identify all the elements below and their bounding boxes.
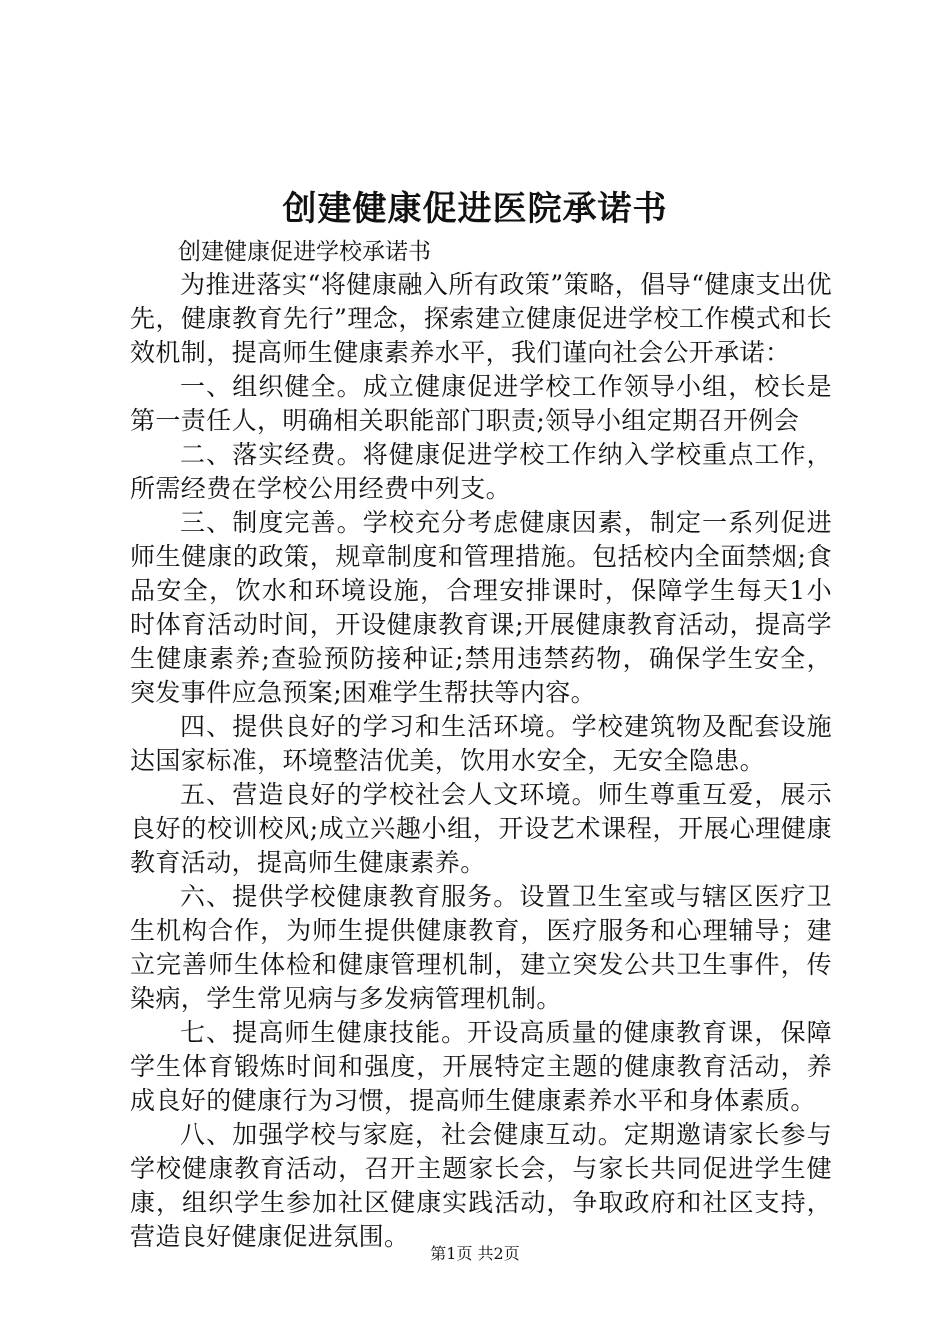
paragraph-interaction: 八、加强学校与家庭，社会健康互动。定期邀请家长参与学校健康教育活动，召开主题家长会，与家长共同促进学生健康，组织学生参加社区健康实践活动，争取政府和社区支持，营造良好健康促进氛围。 [130,1120,832,1251]
intro-paragraph: 为推进落实“将健康融入所有政策”策略，倡导“健康支出优先，健康教育先行”理念，探索建立健康促进学校工作模式和长效机制，提高师生健康素养水平，我们谨向社会公开承诺： [130,270,832,367]
document-body [130,268,832,1254]
paragraph-culture: 五、营造良好的学校社会人文环境。师生尊重互爱，展示良好的校训校风;成立兴趣小组，开设艺术课程，开展心理健康教育活动，提高师生健康素养。 [130,780,832,877]
page-number-footer: 第1页 共2页 [430,1244,520,1263]
paragraph-services: 六、提供学校健康教育服务。设置卫生室或与辖区医疗卫生机构合作，为师生提供健康教育，医疗服务和心理辅导；建立完善师生体检和健康管理机制，建立突发公共卫生事件，传染病，学生常见病与多发病管理机制。 [130,882,832,1013]
paragraph-environment: 四、提供良好的学习和生活环境。学校建筑物及配套设施达国家标准，环境整洁优美，饮用水安全，无安全隐患。 [130,712,832,775]
paragraph-funding: 二、落实经费。将健康促进学校工作纳入学校重点工作，所需经费在学校公用经费中列支。 [130,440,832,503]
document-title: 创建健康促进医院承诺书 [282,189,668,229]
paragraph-organization: 一、组织健全。成立健康促进学校工作领导小组，校长是第一责任人，明确相关职能部门职责;领导小组定期召开例会 [130,372,832,435]
paragraph-policy: 三、制度完善。学校充分考虑健康因素，制定一系列促进师生健康的政策，规章制度和管理措施。包括校内全面禁烟;食品安全，饮水和环境设施，合理安排课时，保障学生每天1小时体育活动时间，开设健康教育课;开展健康教育活动，提高学生健康素养;查验预防接种证;禁用违禁药物，确保学生安全，突发事件应急预案;困难学生帮扶等内容。 [130,508,832,707]
paragraph-skills: 七、提高师生健康技能。开设高质量的健康教育课，保障学生体育锻炼时间和强度，开展特定主题的健康教育活动，养成良好的健康行为习惯，提高师生健康素养水平和身体素质。 [130,1018,832,1115]
document-subtitle: 创建健康促进学校承诺书 [178,239,431,265]
